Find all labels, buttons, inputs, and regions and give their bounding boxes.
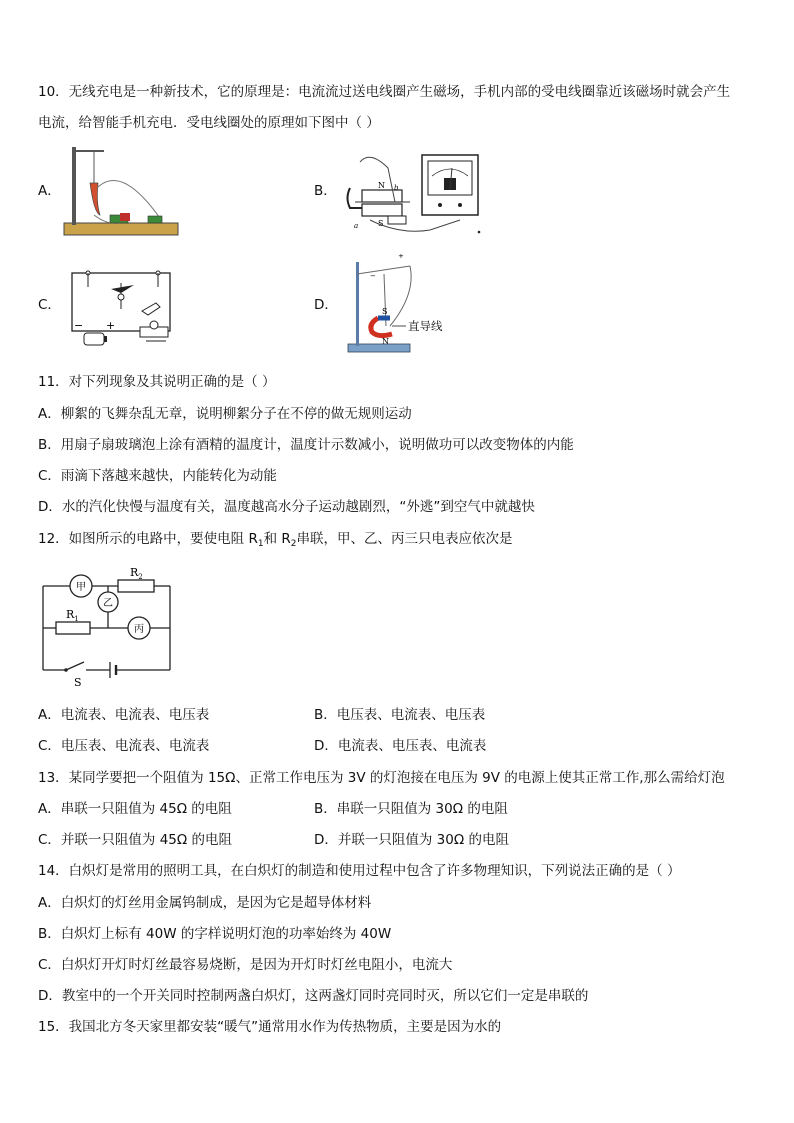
fig-d-minus: − bbox=[370, 272, 376, 280]
q13-option-c: C．并联一只阻值为 45Ω 的电阻 bbox=[38, 832, 233, 848]
q13-option-d: D．并联一只阻值为 30Ω 的电阻 bbox=[314, 832, 509, 848]
fig-b-s-pole: S bbox=[378, 219, 384, 228]
fig-c-minus: − bbox=[74, 319, 84, 332]
fig-d-s-pole: S bbox=[382, 307, 388, 316]
q11-option-b: B．用扇子扇玻璃泡上涂有酒精的温度计，温度计示数减小，说明做功可以改变物体的内能 bbox=[38, 437, 574, 453]
fig-d-plus: + bbox=[398, 254, 404, 260]
fig-d-n-pole: N bbox=[382, 337, 389, 346]
fig-d-wire-label: 直导线 bbox=[408, 319, 443, 333]
meter-jia-label: 甲 bbox=[76, 582, 86, 593]
q14-option-d: D．教室中的一个开关同时控制两盏白炽灯，这两盏灯同时亮同时灭，所以它们一定是串联的 bbox=[38, 988, 589, 1004]
q10-stem-line1: 10．无线充电是一种新技术，它的原理是：电流流过送电线圈产生磁场，手机内部的受电线圈靠近该磁场时就会产生 bbox=[38, 84, 731, 100]
q11-option-c: C．雨滴下落越来越快，内能转化为动能 bbox=[38, 468, 277, 484]
fig-b-label-b: b bbox=[394, 184, 399, 192]
switch-label: S bbox=[74, 676, 82, 689]
meter-bing-label: 丙 bbox=[134, 624, 144, 635]
q14-option-a: A．白炽灯的灯丝用金属钨制成，是因为它是超导体材料 bbox=[38, 895, 372, 911]
q10-figure-c-motor-circuit bbox=[66, 265, 176, 353]
q13-stem: 13．某同学要把一个阻值为 15Ω、正常工作电压为 3V 的灯泡接在电压为 9V 的电源上使其正常工作,那么需给灯泡 bbox=[38, 770, 725, 786]
r1-label: $R_1$ bbox=[66, 608, 79, 623]
q12-option-d: D．电流表、电压表、电流表 bbox=[314, 738, 487, 754]
q14-stem: 14．白炽灯是常用的照明工具，在白炽灯的制造和使用过程中包含了许多物理知识，下列说法正确的是（ ） bbox=[38, 863, 681, 879]
q12-option-c: C．电压表、电流表、电流表 bbox=[38, 738, 210, 754]
fig-c-plus: + bbox=[106, 319, 116, 332]
q10-option-b-label: B． bbox=[314, 183, 337, 199]
q11-option-d: D．水的汽化快慢与温度有关，温度越高水分子运动越剧烈，“外逃”到空气中就越快 bbox=[38, 499, 535, 515]
q10-option-c-label: C． bbox=[38, 297, 61, 313]
q14-option-b: B．白炽灯上标有 40W 的字样说明灯泡的功率始终为 40W bbox=[38, 926, 392, 942]
q10-option-d-label: D． bbox=[314, 297, 338, 313]
q13-option-b: B．串联一只阻值为 30Ω 的电阻 bbox=[314, 801, 508, 817]
q12-option-a: A．电流表、电流表、电压表 bbox=[38, 707, 210, 723]
q10-figure-d-wire-in-field bbox=[340, 254, 455, 356]
fig-b-n-pole: N bbox=[378, 181, 385, 190]
meter-yi-label: 乙 bbox=[103, 598, 113, 609]
q11-stem: 11．对下列现象及其说明正确的是（ ） bbox=[38, 374, 276, 390]
r2-label: $R_2$ bbox=[130, 566, 143, 581]
q10-option-a-label: A． bbox=[38, 183, 61, 199]
q12-stem: 12．如图所示的电路中，要使电阻 $R_1$和 $R_2$串联，甲、乙、丙三只电表应依次是 bbox=[38, 531, 513, 549]
q12-circuit-diagram bbox=[38, 562, 178, 690]
q15-stem: 15．我国北方冬天家里都安装“暖气”通常用水作为传热物质，主要是因为水的 bbox=[38, 1019, 502, 1035]
q11-option-a: A．柳絮的飞舞杂乱无章，说明柳絮分子在不停的做无规则运动 bbox=[38, 406, 412, 422]
q10-figure-a-electrolysis bbox=[62, 143, 180, 238]
q10-stem-line2: 电流，给智能手机充电．受电线圈处的原理如下图中（ ） bbox=[38, 115, 380, 131]
q14-option-c: C．白炽灯开灯时灯丝最容易烧断，是因为开灯时灯丝电阻小，电流大 bbox=[38, 957, 453, 973]
q10-figure-b-induction bbox=[340, 150, 485, 240]
q13-option-a: A．串联一只阻值为 45Ω 的电阻 bbox=[38, 801, 232, 817]
q12-option-b: B．电压表、电流表、电压表 bbox=[314, 707, 486, 723]
fig-b-label-a: a bbox=[354, 222, 359, 230]
